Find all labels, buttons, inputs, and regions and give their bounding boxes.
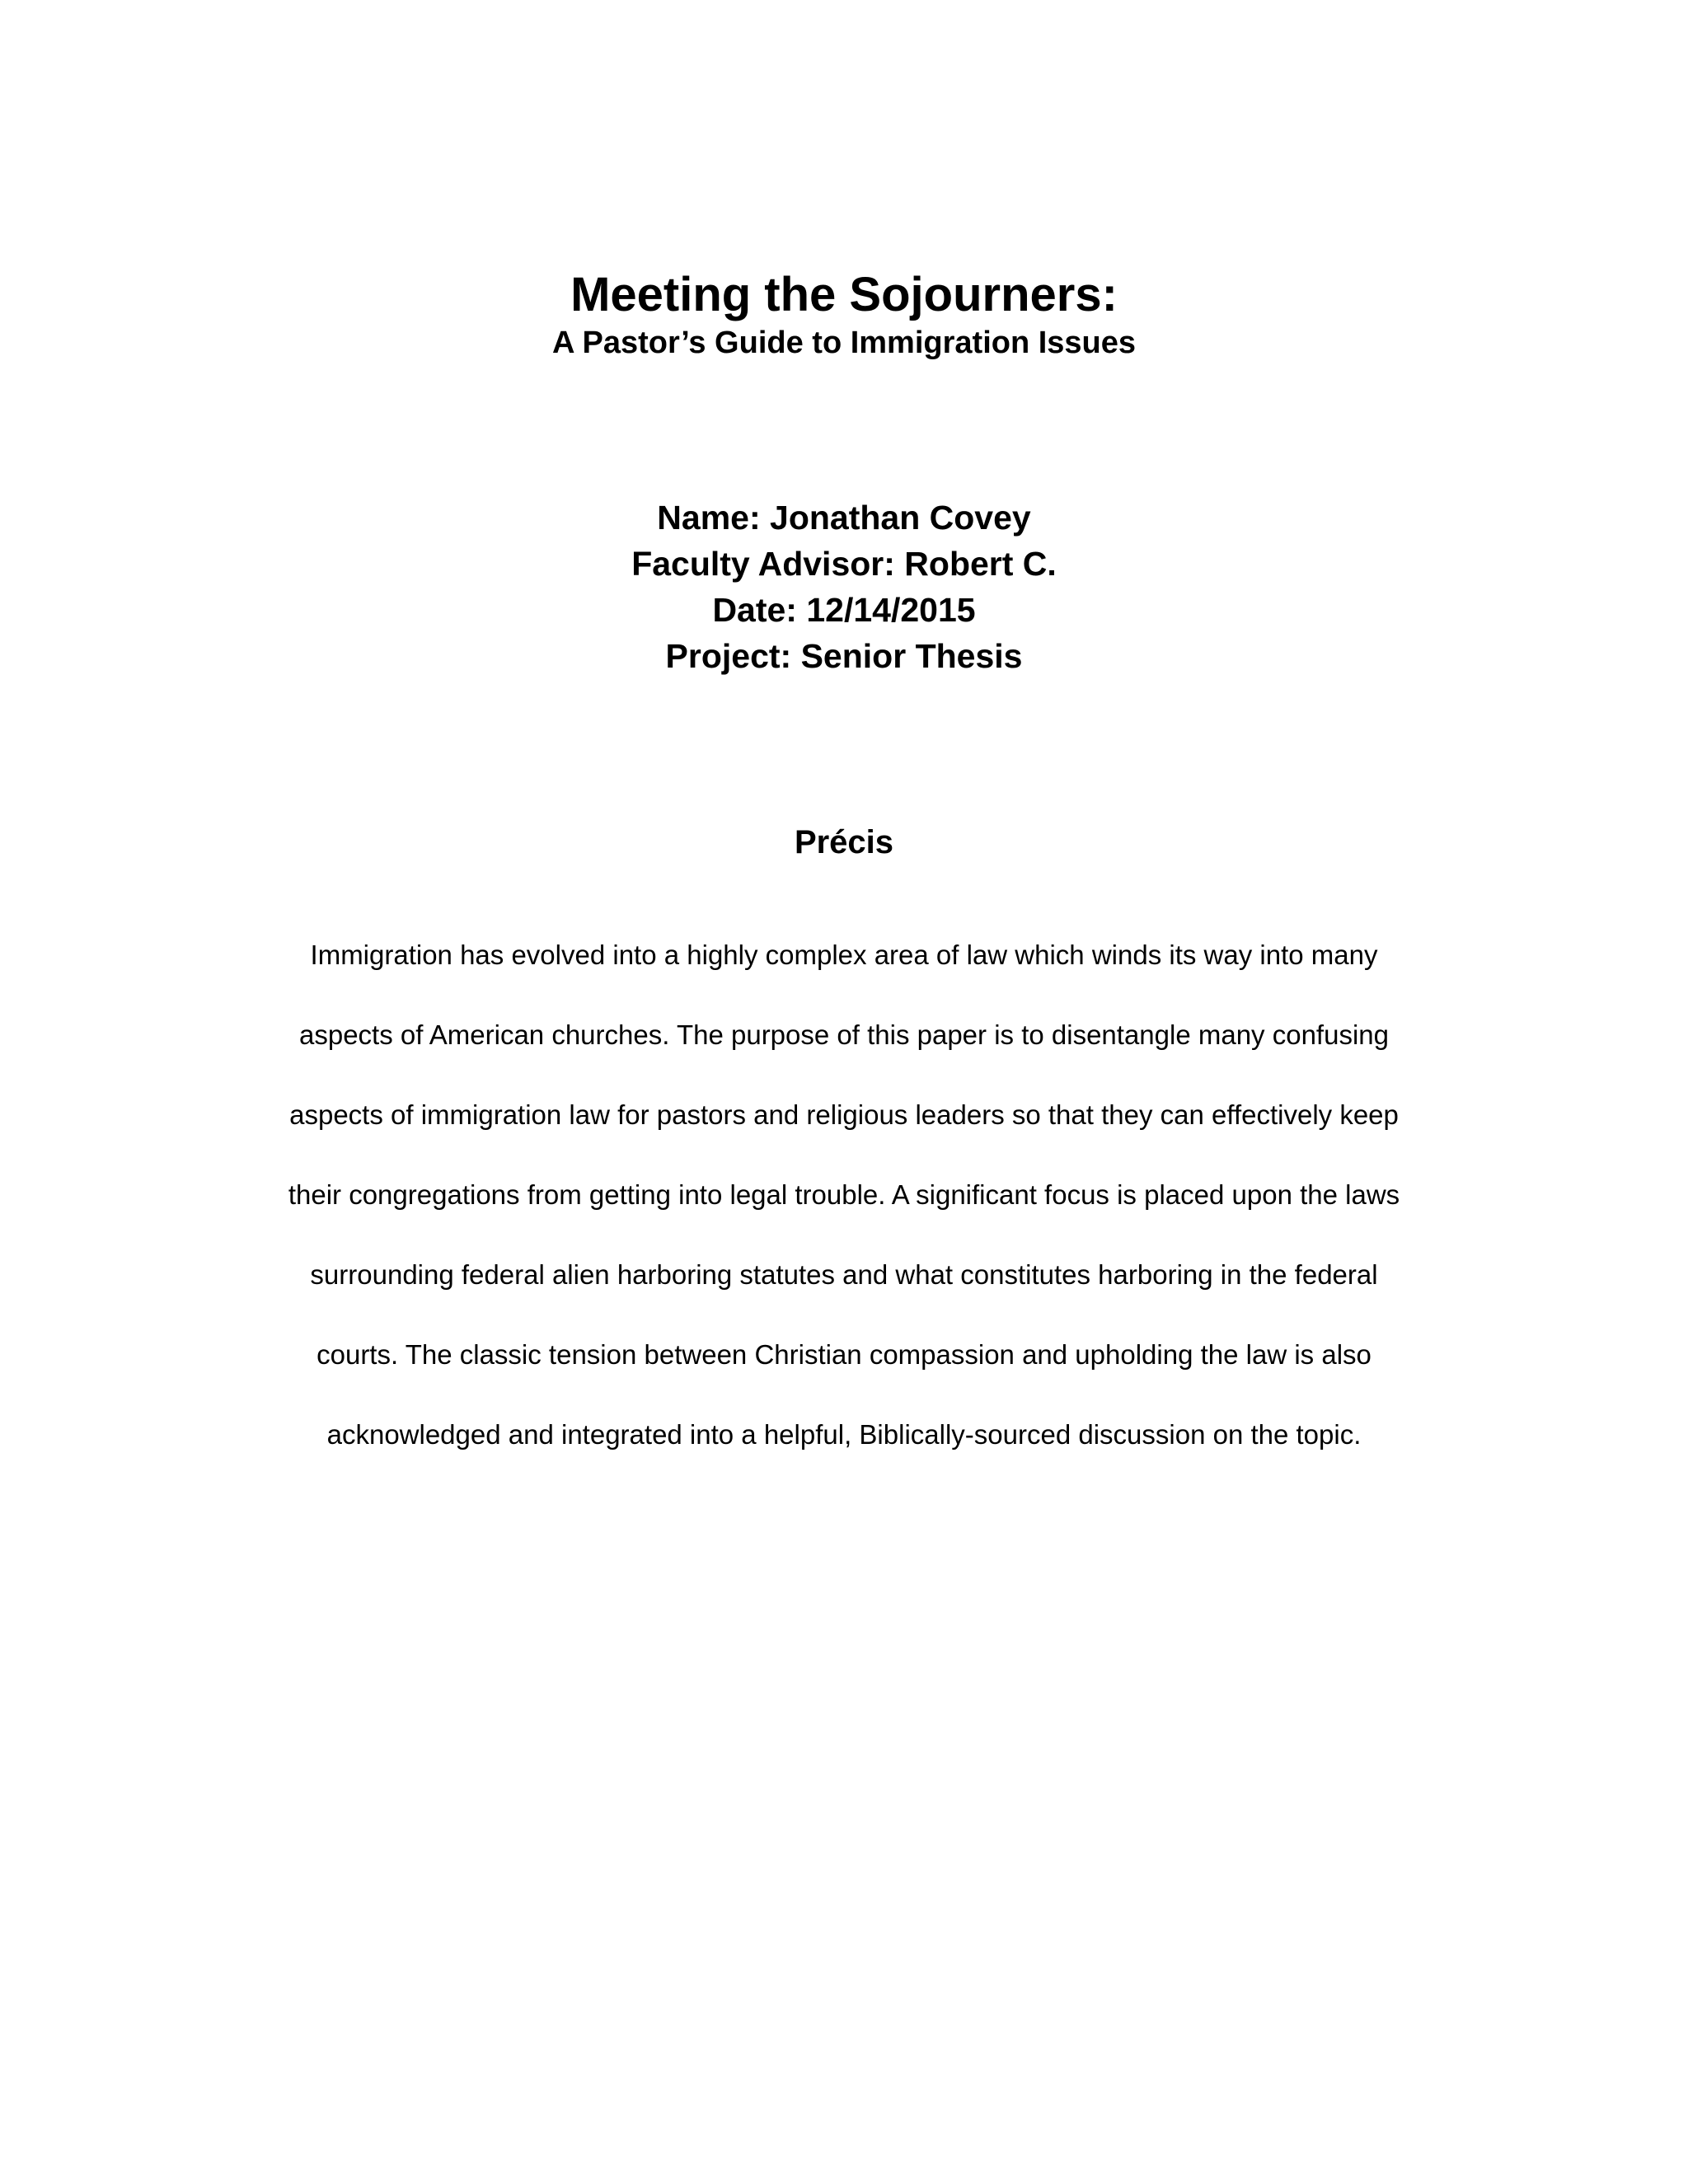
faculty-advisor: Faculty Advisor: Robert C. [631,545,1057,583]
precis-heading: Précis [794,824,894,860]
precis-line: aspects of immigration law for pastors and religious leaders so that they can effectively keep [289,1099,1399,1130]
document-subtitle: A Pastor’s Guide to Immigration Issues [551,326,1137,360]
submission-date: Date: 12/14/2015 [712,591,976,629]
document-title: Meeting the Sojourners: [570,268,1118,321]
precis-body [0,915,1688,1474]
precis-line: courts. The classic tension between Christian compassion and upholding the law is also [316,1339,1372,1370]
precis-line: their congregations from getting into legal trouble. A significant focus is placed upon the laws [288,1179,1400,1210]
author-info-block [0,494,1688,679]
precis-line: surrounding federal alien harboring statutes and what constitutes harboring in the federal [310,1259,1378,1290]
precis-line: Immigration has evolved into a highly complex area of law which winds its way into many [310,940,1378,970]
precis-line: aspects of American churches. The purpose of this paper is to disentangle many confusing [299,1019,1389,1050]
precis-line: acknowledged and integrated into a helpful, Biblically-sourced discussion on the topic. [326,1419,1362,1450]
author-name: Name: Jonathan Covey [657,499,1031,537]
project-type: Project: Senior Thesis [665,637,1023,675]
